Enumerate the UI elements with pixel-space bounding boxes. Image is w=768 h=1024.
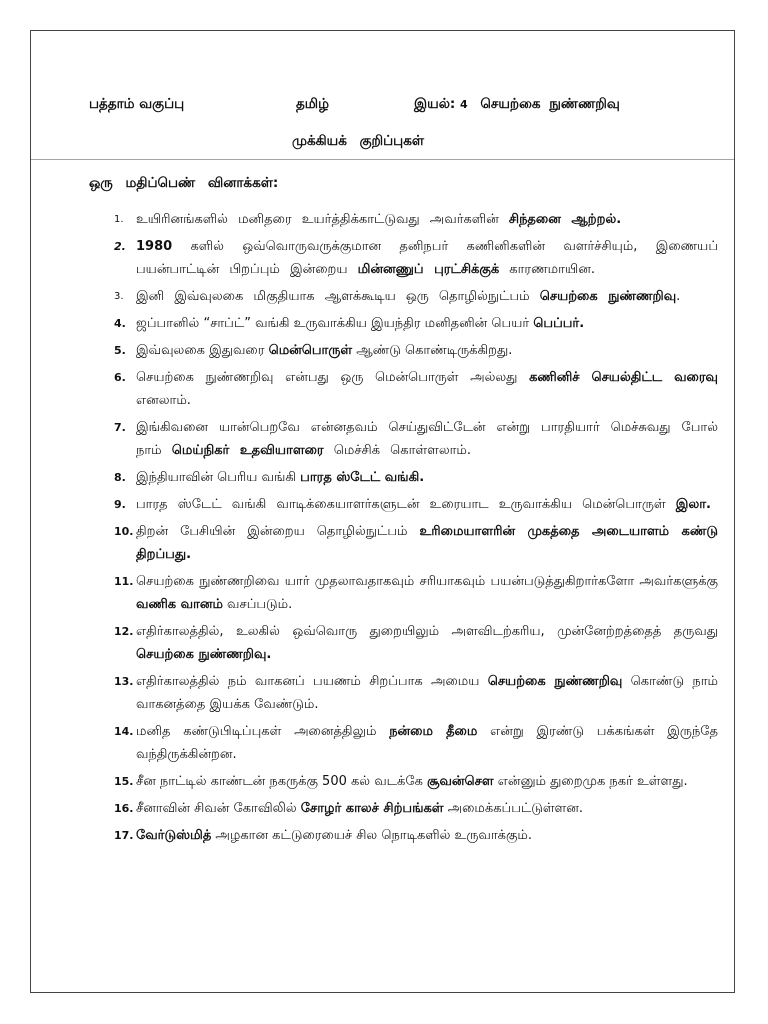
text-segment: செயற்கை நுண்ணறிவை யார் முதலாவதாகவும் சரியாகவும் பயன்படுத்துகிறார்களோ அவர்களுக்கு (136, 574, 718, 589)
key-answer: வணிக வானம் (136, 597, 223, 612)
item-text (136, 670, 718, 716)
list-item (114, 520, 718, 566)
text-segment: செயற்கை நுண்ணறிவு என்பது ஒரு மென்பொருள் அல்லது (136, 370, 530, 385)
item-number: 5. (114, 344, 126, 357)
item-text (136, 770, 718, 793)
text-segment: வசப்படும். (222, 597, 293, 612)
item-number: 16. (114, 802, 134, 815)
item-number: 3. (114, 291, 124, 302)
key-answer: பெப்பர். (533, 316, 585, 331)
text-segment: என்னும் துறைமுக நகர் உள்ளது. (493, 774, 688, 789)
item-number: 7. (114, 421, 126, 434)
list-item (114, 570, 718, 616)
item-text (136, 285, 718, 308)
list-item (114, 285, 718, 308)
text-segment: அமைக்கப்பட்டுள்ளன. (443, 801, 584, 816)
item-text (136, 720, 718, 766)
list-item (114, 824, 718, 847)
text-segment: ஜப்பானில் “சாப்ட்” வங்கி உருவாக்கிய இயந்திர மனிதனின் பெயர் (136, 316, 534, 331)
list-item (114, 416, 718, 462)
key-answer: உரிமையாளரின் முகத்தை அடையாளம் கண்டு திறப்பது. (136, 524, 718, 562)
key-answer: மெய்நிகர் உதவியாளரை (171, 443, 324, 458)
key-answer: மென்பொருள் (268, 343, 353, 358)
key-answer: வேர்டுஸ்மித் (136, 828, 212, 843)
item-text (136, 235, 718, 281)
list-item (114, 339, 718, 362)
text-segment: ஆண்டு கொண்டிருக்கிறது. (352, 343, 513, 358)
text-segment: சீனாவின் சிவன் கோவிலில் (136, 801, 301, 816)
key-answer: மின்னணுப் புரட்சிக்குக் (357, 262, 500, 277)
section-title: ஒரு மதிப்பெண் வினாக்கள்: (89, 175, 279, 191)
item-number: 15. (114, 775, 134, 788)
item-number: 14. (114, 725, 134, 738)
list-item (114, 312, 718, 335)
item-text (136, 570, 718, 616)
text-segment: இங்கிவனை யான்பெறவே என்னதவம் செய்துவிட்டேன் என்று பாரதியார் மெச்சுவது போல் நாம் (136, 420, 718, 458)
key-answer: சோழர் காலச் சிற்பங்கள் (300, 801, 444, 816)
subject-label: தமிழ் (296, 96, 329, 112)
item-number: 6. (114, 371, 126, 384)
list-item (114, 235, 718, 281)
item-text (136, 493, 718, 516)
unit-number: 4 (460, 98, 468, 111)
item-number: 1. (114, 214, 124, 225)
key-answer: செயற்கை நுண்ணறிவு (487, 674, 623, 689)
item-text (136, 620, 718, 666)
list-item (114, 720, 718, 766)
text-segment: எதிர்காலத்தில் நம் வாகனப் பயணம் சிறப்பாக அமைய (136, 674, 488, 689)
header-divider (31, 159, 734, 160)
list-item (114, 493, 718, 516)
key-answer: செயற்கை நுண்ணறிவு. (136, 647, 272, 662)
item-text (136, 797, 718, 820)
text-segment: கொண்டு நாம் வாகனத்தை இயக்க வேண்டும். (136, 674, 718, 712)
key-answer: 1980 (136, 239, 173, 254)
item-number: 4. (114, 317, 126, 330)
list-item (114, 670, 718, 716)
item-text (136, 416, 718, 462)
list-item (114, 208, 718, 231)
item-text (136, 339, 718, 362)
item-number: 10. (114, 525, 134, 538)
item-number: 12. (114, 625, 134, 638)
text-segment: இவ்வுலகை இதுவரை (136, 343, 269, 358)
text-segment: களில் ஒவ்வொருவருக்குமான தனிநபர் கணினிகளின் வளர்ச்சியும், இணையப் பயன்பாட்டின் பிறப்பும் இன்றைய (136, 239, 718, 277)
list-item (114, 797, 718, 820)
key-answer: பாரத ஸ்டேட் வங்கி. (300, 470, 425, 485)
unit-label: இயல்: (414, 96, 456, 112)
text-segment: மெச்சிக் கொள்ளலாம். (323, 443, 472, 458)
list-item (114, 366, 718, 412)
list-item (114, 770, 718, 793)
text-segment: பாரத ஸ்டேட் வங்கி வாடிக்கையாளர்களுடன் உரையாட உருவாக்கிய மென்பொருள் (136, 497, 676, 512)
item-number: 8. (114, 471, 126, 484)
text-segment: என்று இரண்டு பக்கங்கள் இருந்தே வந்திருக்கின்றன. (136, 724, 719, 762)
text-segment: அழகான கட்டுரையைச் சில நொடிகளில் உருவாக்கும். (211, 828, 533, 843)
key-answer: கணினிச் செயல்திட்ட வரைவு (529, 370, 719, 385)
item-text (136, 366, 718, 412)
page-subtitle: முக்கியக் குறிப்புகள் (292, 133, 425, 149)
key-answer: சூவன்செள (427, 774, 494, 789)
key-answer: நன்மை தீமை (389, 724, 478, 739)
key-answer: செயற்கை நுண்ணறிவு (539, 289, 677, 304)
key-answer: இலா. (675, 497, 711, 512)
text-segment: இனி இவ்வுலகை மிகுதியாக ஆளக்கூடிய ஒரு தொழில்நுட்பம் (136, 289, 540, 304)
text-segment: . (676, 289, 681, 304)
text-segment: எனலாம். (136, 393, 191, 408)
item-text (136, 824, 718, 847)
list-item (114, 620, 718, 666)
item-text (136, 208, 718, 231)
key-answer: சிந்தனை ஆற்றல். (508, 212, 622, 227)
item-number: 11. (114, 575, 134, 588)
unit-heading (414, 96, 620, 114)
list-item (114, 466, 718, 489)
item-text (136, 466, 718, 489)
item-number: 17. (114, 829, 134, 842)
item-text (136, 312, 718, 335)
text-segment: மனித கண்டுபிடிப்புகள் அனைத்திலும் (136, 724, 390, 739)
text-segment: இந்தியாவின் பெரிய வங்கி (136, 470, 301, 485)
item-number: 9. (114, 498, 126, 511)
unit-title: செயற்கை நுண்ணறிவு (480, 96, 620, 112)
grade-label: பத்தாம் வகுப்பு (89, 96, 185, 112)
text-segment: உயிரினங்களில் மனிதரை உயர்த்திக்காட்டுவது அவர்களின் (136, 212, 509, 227)
item-number: 13. (114, 675, 134, 688)
item-text (136, 520, 718, 566)
item-number: 2. (114, 240, 126, 253)
text-segment: சீன நாட்டில் காண்டன் நகருக்கு 500 கல் வடக்கே (136, 774, 428, 789)
question-list (114, 208, 718, 851)
text-segment: காரணமாயின. (499, 262, 595, 277)
text-segment: திறன் பேசியின் இன்றைய தொழில்நுட்பம் (136, 524, 420, 539)
text-segment: எதிர்காலத்தில், உலகில் ஒவ்வொரு துறையிலும் அளவிடற்கரிய, முன்னேற்றத்தைத் தருவது (136, 624, 718, 639)
